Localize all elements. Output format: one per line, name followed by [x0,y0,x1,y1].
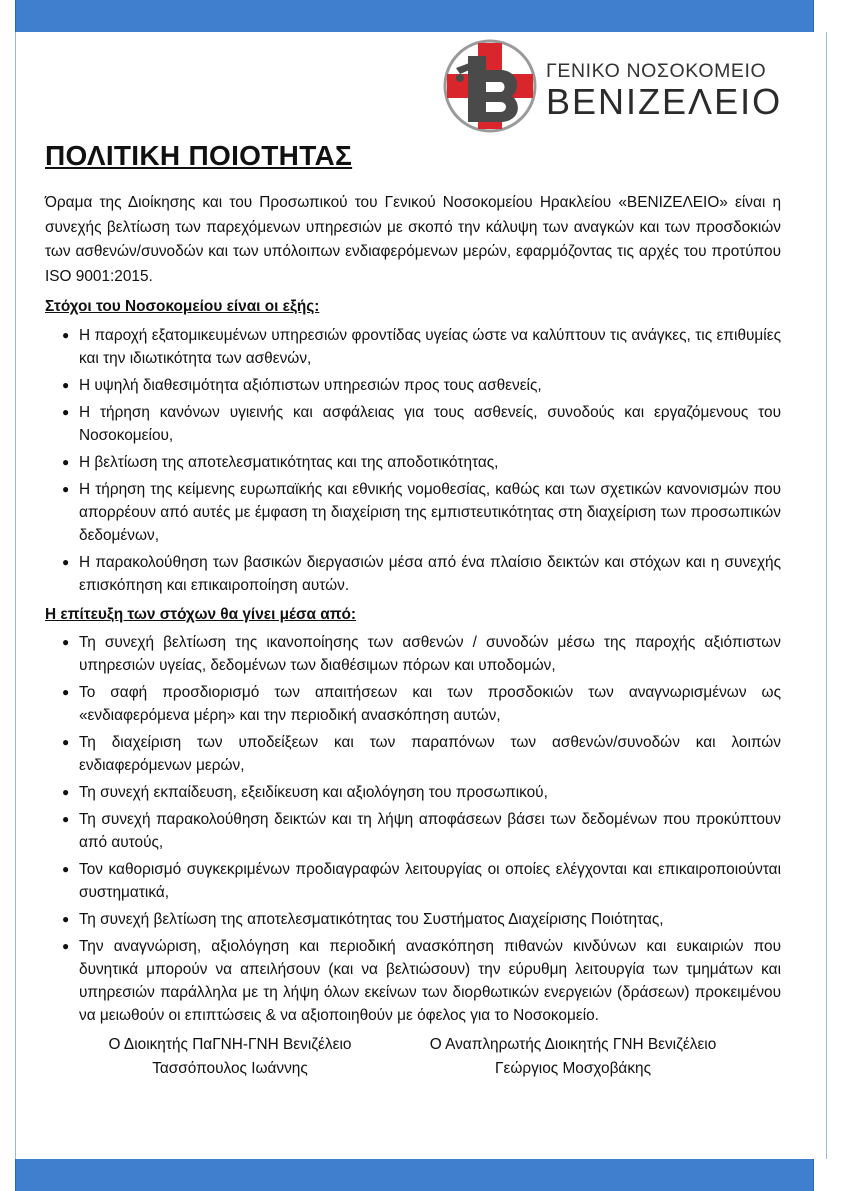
bullet-icon: ● [62,685,70,699]
bullet-icon: ● [62,812,70,826]
bullet-icon: ● [62,404,70,419]
page-title: ΠΟΛΙΤΙΚΗ ΠΟΙΟΤΗΤΑΣ [45,140,353,171]
list-item: ● Η τήρηση της κείμενης ευρωπαϊκής και εθνικής νομοθεσίας, καθώς και των σχετικών κανονισμών που απορρέουν από αυτές με έμφαση τη διαχείριση της εμπιστευτικότητας στη διαχείριση των προσωπικών δεδομένων, [45,478,781,547]
bullet-icon: ● [62,785,70,799]
bullet-icon: ● [62,939,70,953]
bullet-icon: ● [62,377,70,392]
list-item: ● Τη συνεχή βελτίωση της ικανοποίησης των ασθενών / συνοδών μέσω της παροχής αξιόπιστων υπηρεσιών υγείας, δεδομένων των διαθέσιμων πόρων και υποδομών, [45,631,781,677]
means-list [45,631,781,1027]
signature-block-director [90,1033,370,1081]
list-item: ● Τον καθορισμό συγκεκριμένων προδιαγραφών λειτουργίας οι οποίες ελέγχονται και επικαιροποιούνται συστηματικά, [45,858,781,904]
list-item: ● Η τήρηση κανόνων υγιεινής και ασφάλειας για τους ασθενείς, συνοδούς και εργαζόμενους του Νοσοκομείου, [45,401,781,447]
list-item: ● Η βελτίωση της αποτελεσματικότητας και της αποδοτικότητας, [45,451,781,474]
bottom-left-notch [0,1159,16,1191]
bullet-icon: ● [62,327,70,342]
list-item: ● Τη συνεχή παρακολούθηση δεικτών και τη λήψη αποφάσεων βάσει των δεδομένων που προκύπτουν από αυτούς, [45,808,781,854]
bottom-border-band [0,1159,842,1191]
list-item: ● Την αναγνώριση, αξιολόγηση και περιοδική ανασκόπηση πιθανών κινδύνων και ευκαιριών που δυνητικά μπορούν να απειλήσουν (και να βελτιώσουν) την εύρυθμη λειτουργία των τμημάτων και υπηρεσιών παράλληλα με τη λήψη όλων εκείνων των διορθωτικών ενεργειών (δράσεων) προκειμένου να μειωθούν οι επιπτώσεις & να αξιοποιηθούν με όφελος για το Νοσοκομείο. [45,935,781,1027]
logo-line-1: ΓΕΝΙΚΟ ΝΟΣΟΚΟΜΕΙΟ [546,60,767,82]
logo-line-2: ΒΕΝΙΖΕΛΕΙΟ [546,81,783,122]
left-margin-line [15,32,16,1159]
signature-name: Τασσόπουλος Ιωάννης [152,1060,308,1077]
bottom-right-notch [813,1159,842,1191]
top-right-notch [813,0,842,32]
section-goals-heading: Στόχοι του Νοσοκομείου είναι οι εξής: [45,298,320,315]
section-means-heading: Η επίτευξη των στόχων θα γίνει μέσα από: [45,605,357,623]
bullet-icon: ● [62,862,70,876]
list-item: ● Τη συνεχή εκπαίδευση, εξειδίκευση και αξιολόγηση του προσωπικού, [45,781,781,804]
top-left-notch [0,0,16,32]
list-item: ● Η παροχή εξατομικευμένων υπηρεσιών φροντίδας υγείας ώστε να καλύπτουν τις ανάγκες, τις επιθυμίες και την ιδιωτικότητα των ασθενών, [45,324,781,370]
list-item: ● Το σαφή προσδιορισμό των απαιτήσεων και των προσδοκιών των αναγνωρισμένων ως «ενδιαφερόμενα μέρη» και την περιοδική ανασκόπηση αυτών, [45,681,781,727]
bullet-icon: ● [62,454,70,469]
bullet-icon: ● [62,635,70,649]
venizeleio-emblem-icon [442,38,538,134]
signature-role: Ο Διοικητής ΠαΓΝΗ-ΓΝΗ Βενιζέλειο [108,1036,352,1053]
goals-list [45,324,781,597]
list-item: ● Τη διαχείριση των υποδείξεων και των παραπόνων των ασθενών/συνοδών και λοιπών ενδιαφερόμενων μερών, [45,731,781,777]
intro-paragraph: Όραμα της Διοίκησης και του Προσωπικού του Γενικού Νοσοκομείου Ηρακλείου «ΒΕΝΙΖΕΛΕΙΟ» είναι η συνεχής βελτίωση των παρεχόμενων υπηρεσιών με σκοπό την κάλυψη των αναγκών και των προσδοκιών των ασθενών/συνοδών και των υπόλοιπων ενδιαφερόμενων μερών, εφαρμόζοντας τις αρχές του προτύπου ISO 9001:2015. [45,194,781,285]
bullet-icon: ● [62,735,70,749]
signature-role: Ο Αναπληρωτής Διοικητής ΓΝΗ Βενιζέλειο [429,1036,717,1053]
right-margin-line [826,32,827,1159]
list-item: ● Η παρακολούθηση των βασικών διεργασιών μέσα από ένα πλαίσιο δεικτών και στόχων και η συνεχής επισκόπηση και επικαιροποίηση αυτών. [45,551,781,597]
list-item: ● Η υψηλή διαθεσιμότητα αξιόπιστων υπηρεσιών προς τους ασθενείς, [45,374,781,397]
bullet-icon: ● [62,912,70,926]
document-body [45,191,781,1031]
signature-name: Γεώργιος Μοσχοβάκης [494,1060,651,1077]
top-border-band [0,0,842,32]
bullet-icon: ● [62,554,70,569]
list-item: ● Τη συνεχή βελτίωση της αποτελεσματικότητας του Συστήματος Διαχείρισης Ποιότητας, [45,908,781,931]
bullet-icon: ● [62,481,70,496]
hospital-logo [442,38,782,136]
signature-block-deputy-director [412,1033,734,1081]
